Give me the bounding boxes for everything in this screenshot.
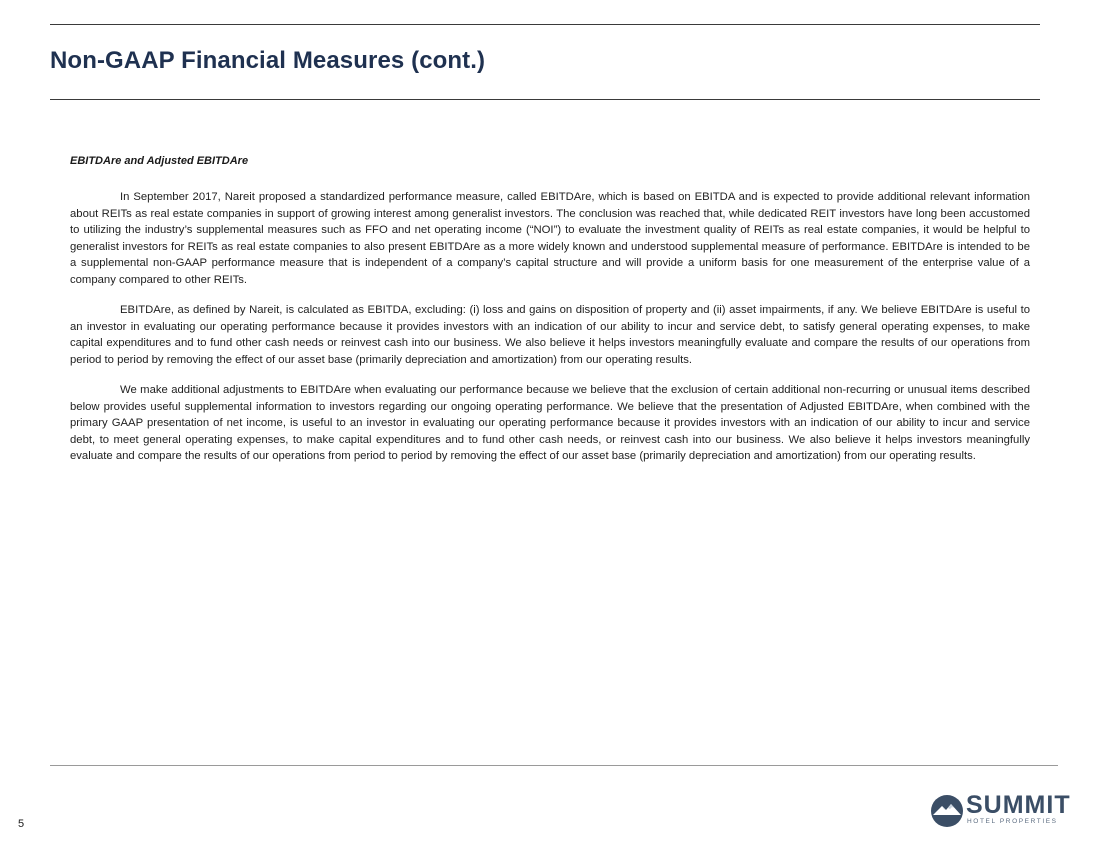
header-top-rule: [50, 24, 1040, 25]
mountain-logo-icon: [930, 794, 964, 828]
section-heading: EBITDAre and Adjusted EBITDAre: [70, 155, 249, 167]
header-bottom-rule: [50, 99, 1040, 100]
page-title: Non-GAAP Financial Measures (cont.): [50, 47, 486, 74]
paragraph-3: We make additional adjustments to EBITDAre when evaluating our performance because we believe that the exclusion of certain additional non-recurring or unusual items described below provides useful supplemental information to investors regarding our ongoing operating performance. We believe that the presentation of Adjusted EBITDAre, when combined with the primary GAAP presentation of net income, is useful to an investor in evaluating our operating performance because it provides investors with an indication of our ability to incur and service debt, to meet general operating expenses, to make capital expenditures and to fund other cash needs, or reinvest cash into our business. We also believe it helps investors meaningfully evaluate and compare the results of our operations from period to period by removing the effect of our asset base (primarily depreciation and amortization) from our operating results.: [70, 384, 1030, 462]
paragraph-1: In September 2017, Nareit proposed a standardized performance measure, called EBITDAre, which is based on EBITDA and is expected to provide additional relevant information about REITs as real estate companies in support of growing interest among generalist investors. The conclusion was reached that, while dedicated REIT investors have long been accustomed to utilizing the industry’s supplemental measures such as FFO and net operating income (“NOI”) to evaluate the investment quality of REITs as real estate companies, it would be helpful to generalist investors for REITs as real estate companies to also present EBITDAre as a more widely known and understood supplemental measure of performance. EBITDAre is intended to be a supplemental non-GAAP performance measure that is independent of a company’s capital structure and will provide a uniform basis for one measurement of the enterprise value of a company compared to other REITs.: [70, 191, 1030, 286]
logo-wordmark: SUMMIT: [966, 791, 1071, 819]
footer-rule: [50, 765, 1058, 766]
logo-tagline: HOTEL PROPERTIES: [967, 818, 1058, 825]
paragraph-2: EBITDAre, as defined by Nareit, is calculated as EBITDA, excluding: (i) loss and gains on disposition of property and (ii) asset impairments, if any. We believe EBITDAre is useful to an investor in evaluating our operating performance because it provides investors with an indication of our ability to incur and service debt, to satisfy general operating expenses, to make capital expenditures and to fund other cash needs or reinvest cash into our business. We also believe it helps investors meaningfully evaluate and compare the results of our operations from period to period by removing the effect of our asset base (primarily depreciation and amortization) from our operating results.: [70, 304, 1030, 366]
page-number: 5: [18, 818, 25, 830]
company-logo: [930, 791, 1075, 828]
body-text: [70, 189, 1030, 479]
